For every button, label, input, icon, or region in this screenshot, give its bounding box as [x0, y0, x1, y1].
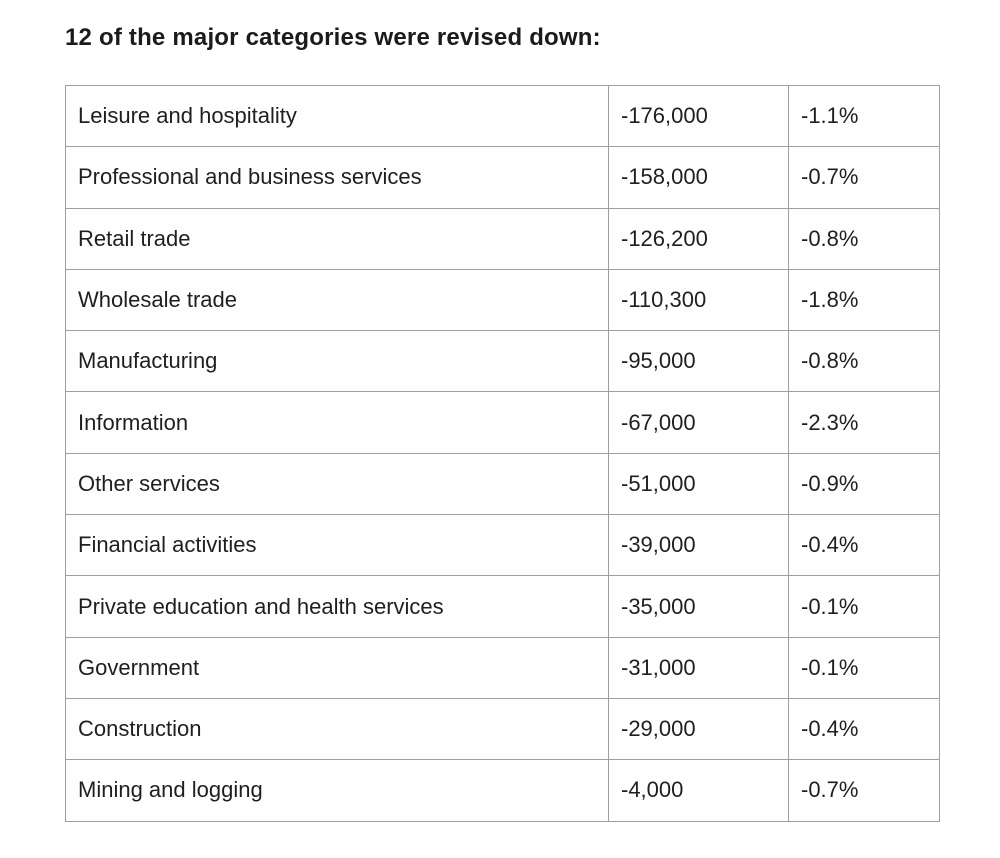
table-row — [66, 698, 940, 759]
table-row — [66, 453, 940, 514]
table-row — [66, 392, 940, 453]
category-cell: Financial activities — [66, 515, 609, 576]
percent-cell: -2.3% — [789, 392, 940, 453]
percent-cell: -0.7% — [789, 147, 940, 208]
category-cell: Retail trade — [66, 208, 609, 269]
table-row — [66, 760, 940, 821]
change-cell: -35,000 — [609, 576, 789, 637]
change-cell: -29,000 — [609, 698, 789, 759]
percent-cell: -0.8% — [789, 331, 940, 392]
percent-cell: -0.1% — [789, 576, 940, 637]
change-cell: -31,000 — [609, 637, 789, 698]
table-row — [66, 269, 940, 330]
category-cell: Private education and health services — [66, 576, 609, 637]
change-cell: -95,000 — [609, 331, 789, 392]
category-cell: Manufacturing — [66, 331, 609, 392]
table-row — [66, 637, 940, 698]
category-cell: Wholesale trade — [66, 269, 609, 330]
change-cell: -110,300 — [609, 269, 789, 330]
category-cell: Mining and logging — [66, 760, 609, 821]
change-cell: -67,000 — [609, 392, 789, 453]
percent-cell: -0.8% — [789, 208, 940, 269]
table-row — [66, 147, 940, 208]
percent-cell: -0.4% — [789, 515, 940, 576]
percent-cell: -0.1% — [789, 637, 940, 698]
percent-cell: -1.1% — [789, 86, 940, 147]
table-row — [66, 331, 940, 392]
table-row — [66, 208, 940, 269]
category-cell: Professional and business services — [66, 147, 609, 208]
change-cell: -126,200 — [609, 208, 789, 269]
percent-cell: -0.9% — [789, 453, 940, 514]
change-cell: -158,000 — [609, 147, 789, 208]
change-cell: -176,000 — [609, 86, 789, 147]
change-cell: -51,000 — [609, 453, 789, 514]
table-row — [66, 576, 940, 637]
category-cell: Other services — [66, 453, 609, 514]
table-row — [66, 515, 940, 576]
table-row — [66, 86, 940, 147]
percent-cell: -1.8% — [789, 269, 940, 330]
percent-cell: -0.4% — [789, 698, 940, 759]
change-cell: -39,000 — [609, 515, 789, 576]
page-title: 12 of the major categories were revised down: — [65, 24, 601, 51]
category-cell: Leisure and hospitality — [66, 86, 609, 147]
revisions-table — [65, 85, 940, 822]
category-cell: Government — [66, 637, 609, 698]
category-cell: Information — [66, 392, 609, 453]
change-cell: -4,000 — [609, 760, 789, 821]
category-cell: Construction — [66, 698, 609, 759]
percent-cell: -0.7% — [789, 760, 940, 821]
